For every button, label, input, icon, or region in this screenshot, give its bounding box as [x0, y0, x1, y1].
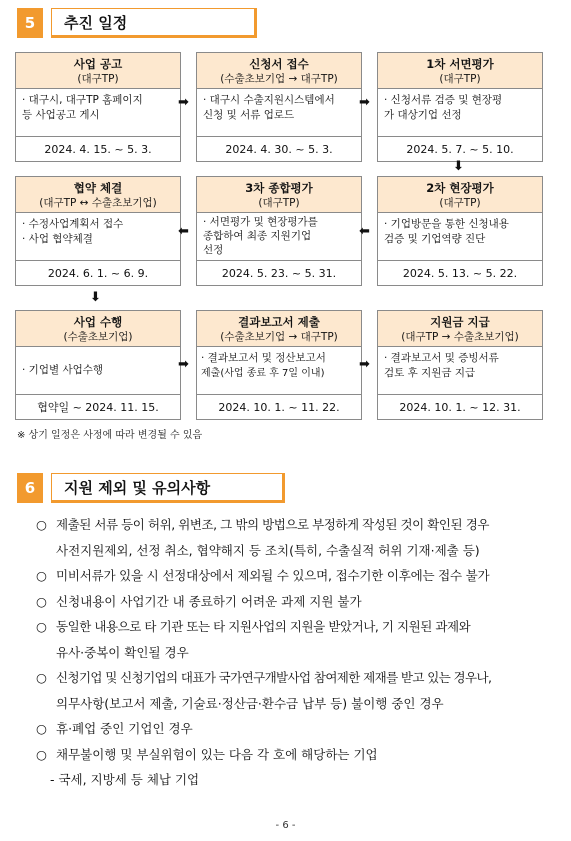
list-item-line: 신청기업 및 신청기업의 대표가 국가연구개발사업 참여제한 제재를 받고 있는 경우나, — [56, 670, 492, 685]
card-title: 협약 체결 — [73, 181, 123, 195]
card-date: 2024. 6. 1. ~ 6. 9. — [47, 266, 149, 280]
card-line: 종합하여 최종 지원기업 — [203, 230, 312, 242]
card-body — [378, 213, 542, 261]
circle-bullet-icon: ○ — [36, 619, 47, 634]
card-title: 사업 공고 — [73, 57, 123, 71]
card-line: · 수정사업계획서 접수 — [22, 218, 124, 230]
list-item-line: 신청내용이 사업기간 내 종료하기 어려운 과제 지원 불가 — [56, 593, 362, 609]
circle-bullet-icon: ○ — [36, 746, 47, 762]
card-body — [197, 213, 361, 261]
list-item — [36, 716, 561, 742]
card-subtitle: (수출초보기업) — [63, 331, 133, 343]
card-body — [16, 89, 180, 137]
card-date: 2024. 5. 23. ~ 5. 31. — [221, 266, 337, 280]
sub-list-item: - 국세, 지방세 등 체납 기업 — [50, 772, 200, 787]
card-subtitle: (대구TP → 수출초보기업) — [401, 331, 519, 343]
section-title: 추진 일정 — [51, 8, 257, 38]
card-title: 1차 서면평가 — [426, 57, 494, 71]
card-line: · 신청서류 검증 및 현장평 — [384, 94, 503, 106]
card-date: 2024. 4. 15. ~ 5. 3. — [44, 142, 152, 156]
card-title: 신청서 접수 — [249, 57, 309, 71]
card-head — [16, 177, 180, 213]
list-item — [36, 512, 561, 563]
circle-bullet-icon: ○ — [36, 593, 47, 609]
card-body — [197, 347, 361, 395]
card-body — [378, 347, 542, 395]
card-title: 결과보고서 제출 — [238, 315, 320, 329]
card-head — [378, 311, 542, 347]
card-body — [197, 89, 361, 137]
card-subtitle: (대구TP) — [258, 197, 300, 209]
schedule-card-3 — [377, 52, 543, 162]
card-line: 신청 및 서류 업로드 — [203, 109, 295, 121]
card-head — [16, 53, 180, 89]
card-date: 2024. 5. 13. ~ 5. 22. — [402, 266, 518, 280]
list-item-line: 사전지원제외, 선정 취소, 협약해지 등 조치(특히, 수출실적 허위 기재·제출 등) — [56, 542, 480, 558]
card-head — [378, 177, 542, 213]
arrow-right-icon: ➡ — [359, 95, 370, 110]
list-item — [36, 563, 561, 589]
arrow-right-icon: ➡ — [178, 357, 189, 372]
card-subtitle: (수출초보기업 → 대구TP) — [220, 73, 338, 85]
circle-bullet-icon: ○ — [36, 670, 47, 685]
list-item-line: 휴·폐업 중인 기업인 경우 — [56, 721, 193, 736]
arrow-left-icon: ⬅ — [178, 224, 189, 239]
list-item-line: 미비서류가 있을 시 선정대상에서 제외될 수 있으며, 접수기한 이후에는 접수 불가 — [56, 568, 490, 583]
list-item — [36, 742, 561, 768]
card-line: 선정 — [203, 244, 224, 256]
card-head — [197, 53, 361, 89]
list-item-line: 유사·중복이 확인될 경우 — [56, 644, 189, 660]
card-date: 2024. 10. 1. ~ 12. 31. — [399, 400, 521, 414]
card-line: · 대구시, 대구TP 홈페이지 — [22, 94, 143, 106]
list-item-line: 동일한 내용으로 타 기관 또는 타 지원사업의 지원을 받았거나, 기 지원된 과제와 — [56, 619, 471, 634]
card-head — [197, 177, 361, 213]
card-date: 2024. 10. 1. ~ 11. 22. — [218, 400, 340, 414]
card-title: 사업 수행 — [73, 315, 123, 329]
circle-bullet-icon: ○ — [36, 568, 47, 583]
schedule-note: ※ 상기 일정은 사정에 따라 변경될 수 있음 — [17, 430, 203, 441]
list-item-line: 채무불이행 및 부실위험이 있는 다음 각 호에 해당하는 기업 — [56, 746, 378, 762]
card-date: 2024. 4. 30. ~ 5. 3. — [225, 142, 333, 156]
card-head — [378, 53, 542, 89]
card-title: 2차 현장평가 — [426, 181, 494, 195]
schedule-card-5 — [196, 176, 362, 286]
list-item-line: 의무사항(보고서 제출, 기술료·정산금·환수금 납부 등) 불이행 중인 경우 — [56, 695, 444, 711]
notice-list — [36, 512, 561, 793]
card-subtitle: (수출초보기업 → 대구TP) — [220, 331, 338, 343]
card-subtitle: (대구TP) — [439, 73, 481, 85]
card-head — [197, 311, 361, 347]
card-line: · 서면평가 및 현장평가를 — [203, 216, 318, 228]
list-item — [36, 614, 561, 665]
section-title: 지원 제외 및 유의사항 — [51, 473, 285, 503]
schedule-card-8 — [196, 310, 362, 420]
card-line: 검증 및 기업역량 진단 — [384, 233, 486, 245]
card-line: · 기업별 사업수행 — [22, 364, 104, 376]
card-line: · 결과보고서 및 증빙서류 — [384, 352, 499, 364]
schedule-card-9 — [377, 310, 543, 420]
arrow-down-icon: ⬇ — [90, 290, 101, 305]
card-title: 3차 종합평가 — [245, 181, 313, 195]
card-line: · 사업 협약체결 — [22, 233, 93, 245]
circle-bullet-icon: ○ — [36, 517, 47, 532]
card-line: 제출(사업 종료 후 7일 이내) — [201, 368, 325, 379]
card-body — [16, 347, 180, 395]
schedule-card-6 — [377, 176, 543, 286]
arrow-right-icon: ➡ — [178, 95, 189, 110]
section-number: 6 — [17, 473, 43, 503]
card-title: 지원금 지급 — [430, 315, 490, 329]
list-item — [36, 665, 561, 716]
card-line: 등 사업공고 게시 — [22, 109, 100, 121]
arrow-left-icon: ⬅ — [359, 224, 370, 239]
list-item — [36, 589, 561, 615]
card-subtitle: (대구TP) — [77, 73, 119, 85]
card-body — [378, 89, 542, 137]
section-number: 5 — [17, 8, 43, 38]
card-date: 2024. 5. 7. ~ 5. 10. — [406, 142, 514, 156]
schedule-card-2 — [196, 52, 362, 162]
card-line: · 결과보고서 및 정산보고서 — [201, 352, 326, 364]
card-head — [16, 311, 180, 347]
card-line: 검토 후 지원금 지급 — [384, 367, 476, 379]
schedule-card-7 — [15, 310, 181, 420]
card-subtitle: (대구TP) — [439, 197, 481, 209]
page-number: - 6 - — [275, 820, 296, 831]
card-date: 협약일 ~ 2024. 11. 15. — [37, 401, 159, 414]
schedule-card-1 — [15, 52, 181, 162]
card-line: · 대구시 수출지원시스템에서 — [203, 94, 335, 106]
card-line: 가 대상기업 선정 — [384, 109, 462, 121]
arrow-down-icon: ⬇ — [453, 159, 464, 174]
card-subtitle: (대구TP ↔ 수출초보기업) — [39, 197, 157, 209]
list-item-line: 제출된 서류 등이 허위, 위변조, 그 밖의 방법으로 부정하게 작성된 것이 확인된 경우 — [56, 517, 489, 532]
arrow-right-icon: ➡ — [359, 357, 370, 372]
circle-bullet-icon: ○ — [36, 721, 47, 736]
card-line: · 기업방문을 통한 신청내용 — [384, 218, 509, 230]
schedule-card-4 — [15, 176, 181, 286]
card-body — [16, 213, 180, 261]
